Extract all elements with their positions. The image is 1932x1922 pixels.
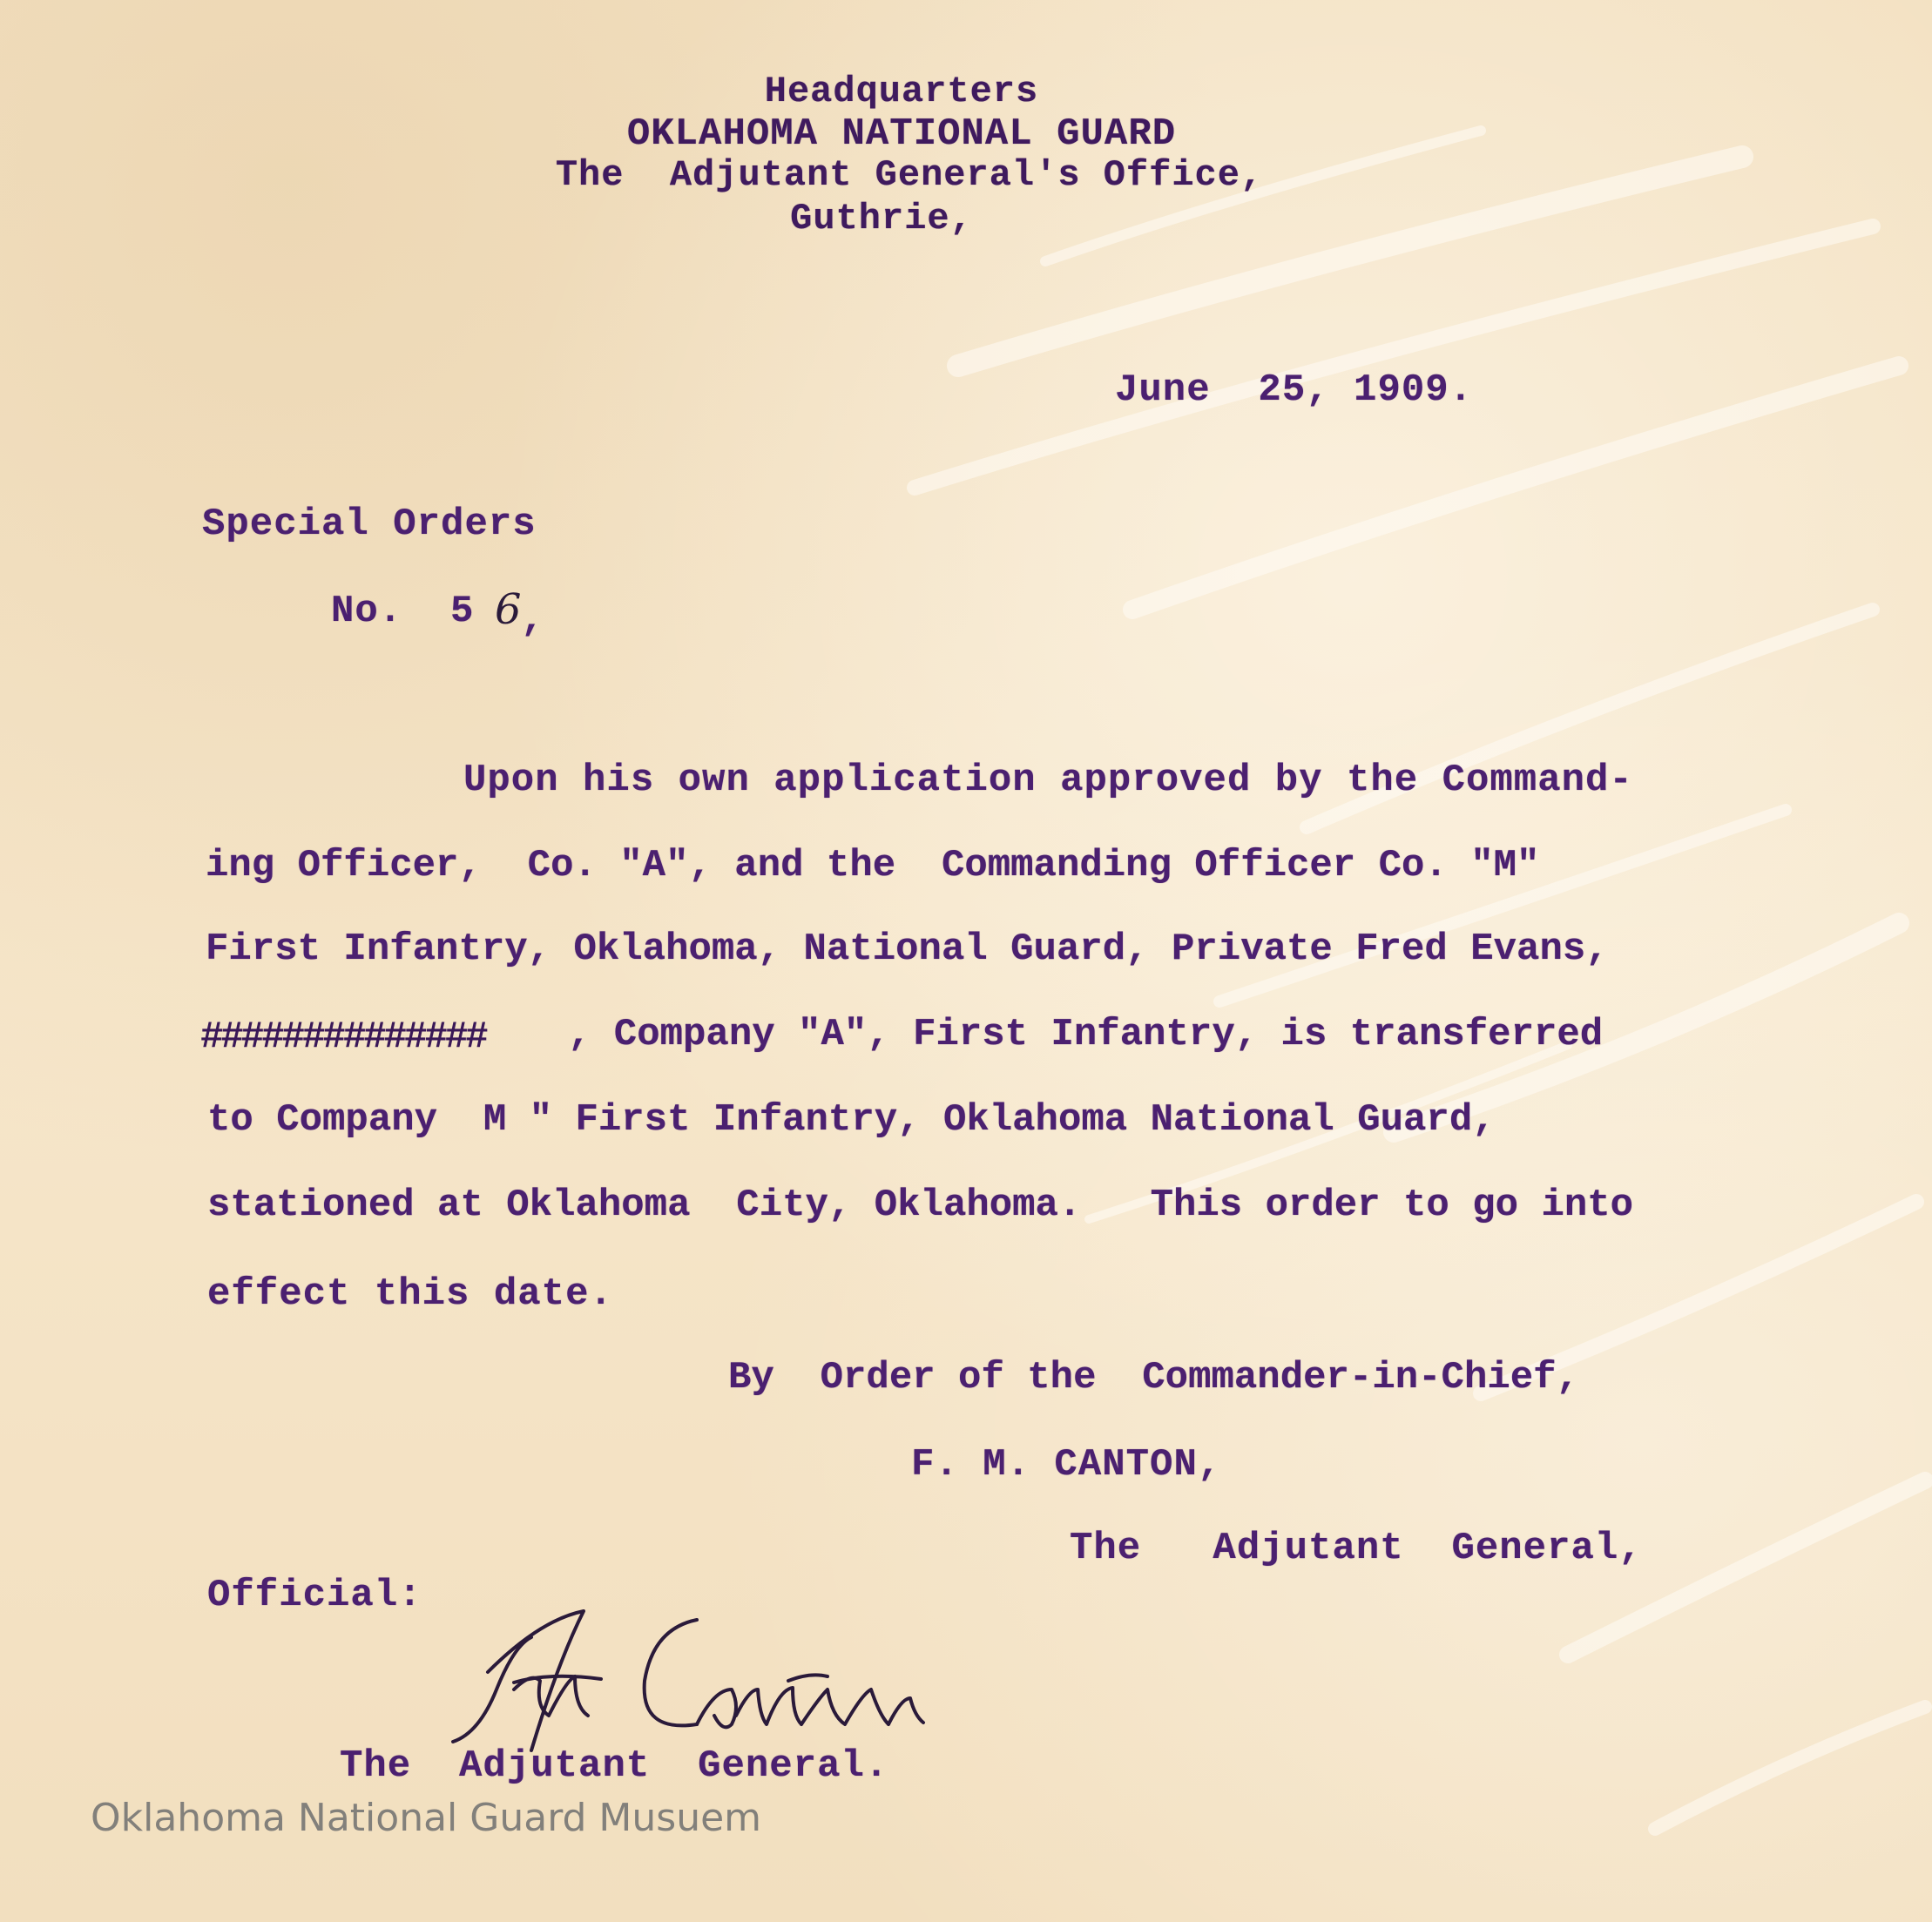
by-order-line: By Order of the Commander-in-Chief, <box>728 1356 1579 1399</box>
header-organization: OKLAHOMA NATIONAL GUARD <box>626 112 1177 156</box>
body-line-4: , Company "A", First Infantry, is transferred <box>568 1013 1604 1056</box>
body-line-3: First Infantry, Oklahoma, National Guard, Private Fred Evans, <box>206 927 1609 971</box>
header-city: Guthrie, <box>790 198 973 239</box>
order-number-suffix: , <box>521 598 545 642</box>
body-line-5: to Company M " First Infantry, Oklahoma National Guard, <box>207 1098 1496 1142</box>
order-number-handwritten: 6 <box>495 585 522 634</box>
order-date: June 25, 1909. <box>1115 368 1474 412</box>
official-label: Official: <box>207 1574 422 1617</box>
commander-name: F. M. CANTON, <box>911 1443 1222 1487</box>
museum-watermark: Oklahoma National Guard Musuem <box>91 1796 762 1840</box>
special-orders-title: Special Orders <box>202 502 537 546</box>
header-office: The Adjutant General's Office, <box>555 154 1264 196</box>
body-line-7: effect this date. <box>207 1272 613 1316</box>
commander-title: The Adjutant General, <box>1070 1527 1643 1570</box>
body-line-1: Upon his own application approved by the Command- <box>463 759 1633 802</box>
adjutant-general-title: The Adjutant General. <box>340 1744 889 1788</box>
header-headquarters: Headquarters <box>764 71 1039 112</box>
order-number-prefix: No. 5 <box>331 590 475 633</box>
body-line-2: ing Officer, Co. "A", and the Commanding Officer Co. "M" <box>206 844 1540 887</box>
handwritten-signature <box>436 1585 941 1768</box>
redacted-text: ############## <box>200 1015 486 1059</box>
body-line-6: stationed at Oklahoma City, Oklahoma. This order to go into <box>207 1184 1634 1227</box>
